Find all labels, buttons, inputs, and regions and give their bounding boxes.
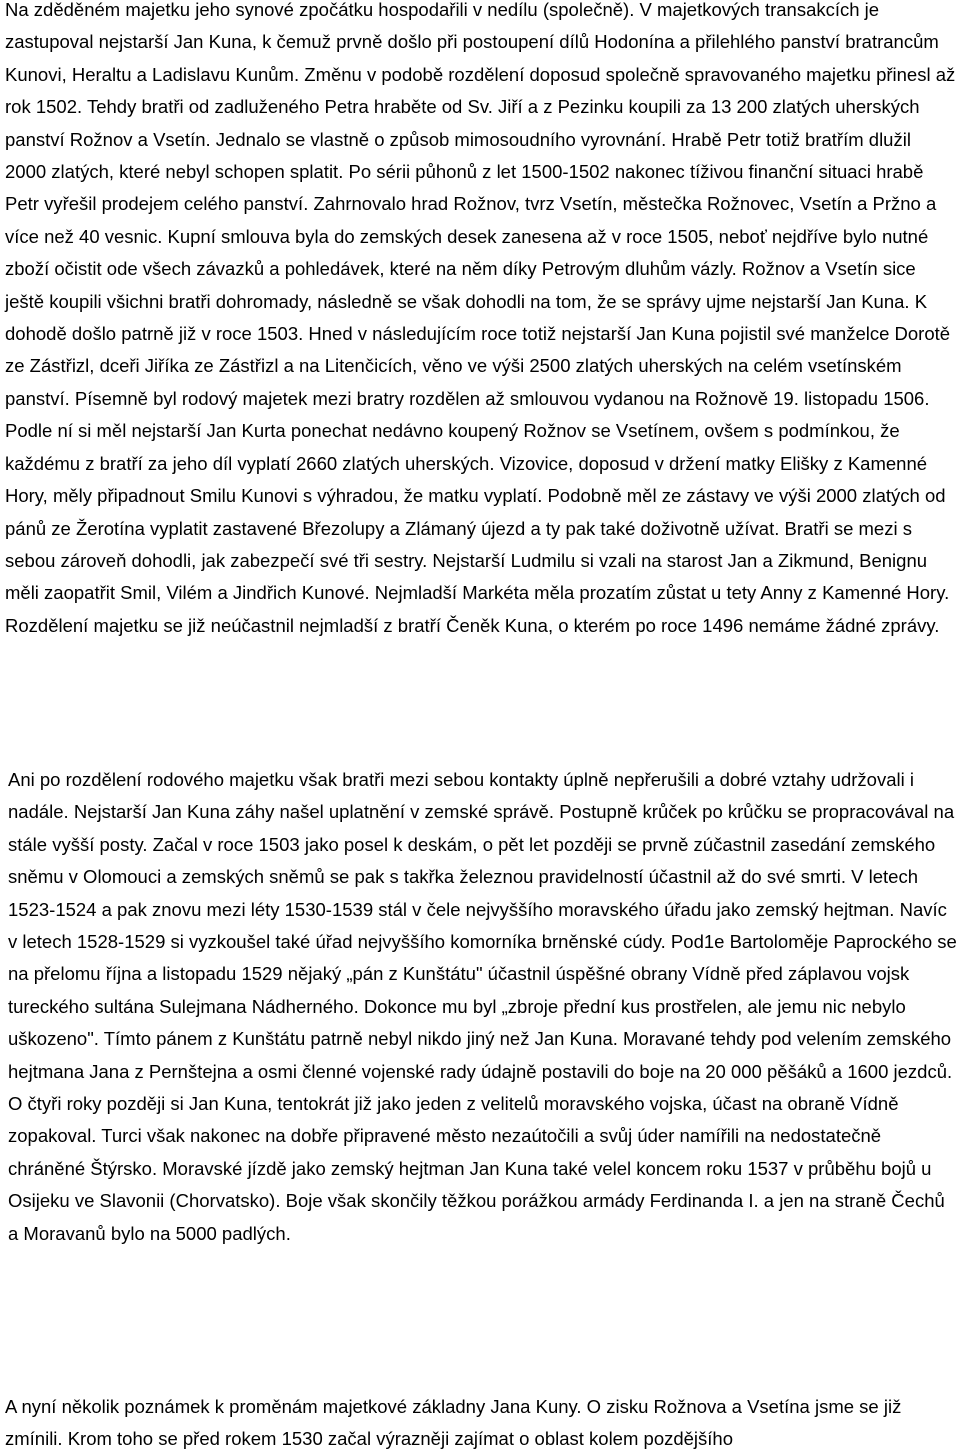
sentence: Moravané tehdy pod velením zemského hejtmana Jana z Pernštejna a osmi členné vojenské rady údajně postavili do boje na 20 000 pěšáků a 1600 jezdců.	[8, 1028, 953, 1082]
paragraph-1	[5, 0, 957, 642]
sentence: Navíc v letech 1528-1529 si vyzkoušel také úřad nejvyššího komorníka brněnské cúdy.	[8, 898, 947, 953]
sentence: Rožnov a Vsetín sice ještě koupili všichni bratři dohromady, následně se však dohodli na tom, že se správy ujme nejstarší Jan Kuna.	[5, 258, 916, 312]
sentence: Začal v roce 1503 jako posel k deskám, o pět let později se prvně zúčastnil zasedání zemského sněmu v Olomouci a zemských sněmů se pak s takřka železnou pravidelností účastnil až do své smrti.	[8, 833, 936, 888]
sentence: Na zděděném majetku jeho synové zpočátku hospodařili v nedílu (společně).	[5, 0, 635, 20]
sentence: Kupní smlouva byla do zemských desek zanesena až v roce 1505, neboť nejdříve bylo nutné zboží očistit ode všech závazků a pohledávek, které na něm díky Petrovým dluhům vázly.	[5, 225, 929, 280]
sentence: Krom toho se před rokem 1530 začal výrazněji zajímat o oblast kolem pozdějšího	[62, 1428, 734, 1450]
sentence: Vizovice, doposud v držení matky Elišky z Kamenné Hory, měly připadnout Smilu Kunovi s výhradou, že matku vyplatí.	[5, 452, 928, 507]
sentence: V majetkových transakcích je zastupoval nejstarší Jan Kuna, k čemuž prvně došlo při postoupení dílů Hodonína a přilehlého panství bratrancům Kunovi, Heraltu a Ladislavu Kunům.	[5, 0, 939, 85]
sentence: Turci však nakonec na dobře připravené město nezaútočili a svůj úder namířili na nedostatečně chráněné Štýrsko.	[8, 1125, 882, 1179]
sentence: Postupně krůček po krůčku se propracovával na stále vyšší posty.	[8, 801, 955, 855]
sentence: Moravské jízdě jako zemský hejtman Jan Kuna také velel koncem roku 1537 v průběhu bojů u Osijeku ve Slavonii (Chorvatsko).	[8, 1157, 932, 1212]
sentence: Podle ní si měl nejstarší Jan Kurta ponechat nedávno koupený Rožnov se Vsetínem, ovšem s podmínkou, že každému z bratří za jeho díl vyplatí 2660 zlatých uherských.	[5, 420, 900, 474]
sentence: Dokonce mu byl „zbroje přední kus prostřelen, ale jemu nic nebylo uškozeno".	[8, 995, 906, 1050]
sentence: Nejstarší Jan Kuna záhy našel uplatnění v zemské správě.	[68, 801, 555, 823]
sentence: Po sérii půhonů z let 1500-1502 nakonec tíživou finanční situaci hrabě Petr vyřešil prodejem celého panství.	[5, 161, 924, 215]
sentence: Rozdělení majetku se již neúčastnil nejmladší z bratří Čeněk Kuna, o kterém po roce 1496 nemáme žádné zprávy.	[5, 614, 940, 636]
sentence: O čtyři roky později si Jan Kuna, tentokrát již jako jeden z velitelů moravského vojska, účast na obraně Vídně zopakoval.	[8, 1093, 899, 1147]
sentence: Nejstarší Ludmilu si vzali na starost Jan a Zikmund, Benignu měli zaopatřit Smil, Vilém a Jindřich Kunové.	[5, 549, 928, 604]
sentence: Tímto pánem z Kunštátu patrně nebyl nikdo jiný než Jan Kuna.	[98, 1028, 618, 1050]
sentence: Změnu v podobě rozdělení doposud společně spravovaného majetku přinesl až rok 1502.	[5, 63, 956, 118]
sentence: Nejmladší Markéta měla prozatím zůstat u tety Anny z Kamenné Hory.	[369, 582, 950, 604]
sentence: Tehdy bratři od zadluženého Petra hraběte od Sv. Jiří a z Pezinku koupili za 13 200 zlatých uherských panství Rožnov a Vsetín.	[5, 96, 920, 150]
sentence: Písemně byl rodový majetek mezi bratry rozdělen až smlouvou vydanou na Rožnově 19. listopadu 1506.	[69, 387, 930, 409]
paragraph-2	[5, 764, 960, 1250]
paragraph-3	[5, 1391, 957, 1456]
sentence: Jednalo se vlastně o způsob mimosoudního vyrovnání.	[210, 128, 667, 150]
sentence: Boje však skončily těžkou porážkou armády Ferdinanda I. a jen na straně Čechů a Moravanů bylo na 5000 padlých.	[8, 1190, 945, 1244]
sentence: Zahrnovalo hrad Rožnov, tvrz Vsetín, městečka Rožnovec, Vsetín a Pržno a více než 40 vesnic.	[5, 193, 937, 247]
sentence: Podobně měl ze zástavy ve výši 2000 zlatých od pánů ze Žerotína vyplatit zastavené Březolupy a Zlámaný újezd a ty pak také doživotně užívat.	[5, 485, 946, 539]
sentence: K dohodě došlo patrně již v roce 1503.	[5, 290, 928, 345]
sentence: Ani po rozdělení rodového majetku však bratři mezi sebou kontakty úplně nepřerušili a dobré vztahy udržovali i nadále.	[8, 769, 914, 823]
sentence: A nyní několik poznámek k proměnám majetkové základny Jana Kuny.	[5, 1396, 582, 1417]
sentence: O zisku Rožnova a Vsetína jsme se již zmínili.	[5, 1396, 902, 1450]
sentence: Hned v následujícím roce totiž nejstarší Jan Kuna pojistil své manželce Dorotě ze Zástřizl, dceři Jiříka ze Zástřizl a na Litenčicích, věno ve výši 2500 zlatých uherských na celém vsetínském panství.	[5, 323, 951, 409]
sentence: Bratři se mezi s sebou zároveň dohodli, jak zabezpečí své tři sestry.	[5, 517, 912, 571]
sentence: V letech 1523-1524 a pak znovu mezi léty 1530-1539 stál v čele nejvyššího moravského úřadu jako zemský hejtman.	[8, 866, 918, 920]
sentence: Hrabě Petr totiž bratřím dlužil 2000 zlatých, které nebyl schopen splatit.	[5, 128, 911, 183]
sentence: Pod1e Bartoloměje Paprockého se na přelomu října a listopadu 1529 nějaký „pán z Kunštátu" účastnil úspěšné obrany Vídně před záplavou vojsk tureckého sultána Sulejmana Nádherného.	[8, 931, 957, 1017]
